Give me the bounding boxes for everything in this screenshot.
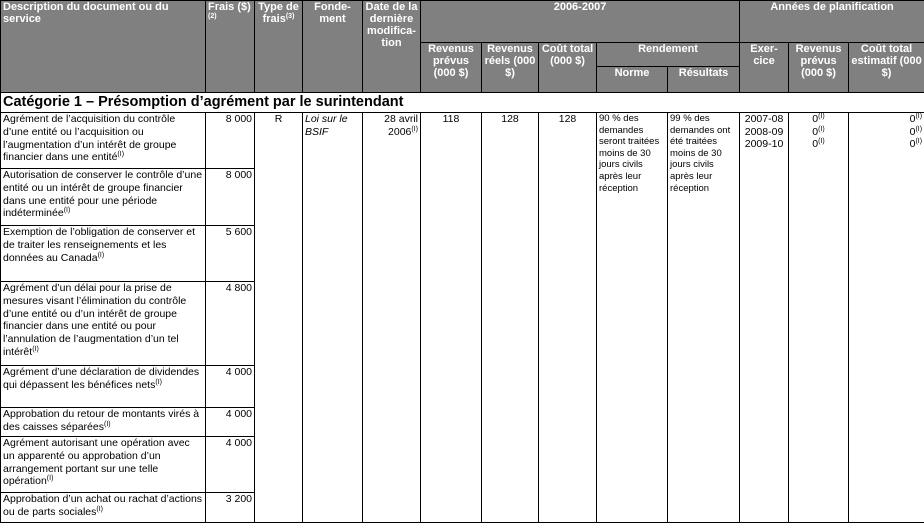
row-2-description: Autorisation de conserver le contrôle d’une entité ou un intérêt de groupe financier dans une entité pour une période indéterminée$^{(I)}$ bbox=[1, 169, 206, 226]
fiscal-year: 2007-08 bbox=[742, 113, 786, 126]
row-6-description: Approbation du retour de montants virés à des caisses séparées$^{(I)}$ bbox=[1, 408, 206, 437]
total-cost-header: Coût total (000 $) bbox=[539, 43, 597, 93]
plan-revenue-header: Revenus prévus (000 $) bbox=[789, 43, 849, 93]
fee-type: R bbox=[255, 113, 303, 523]
planning-years-header: Années de planification bbox=[740, 1, 924, 43]
date-modified-header: Date de la dernière modifica-tion bbox=[363, 1, 421, 93]
row-1-description: Agrément de l’acquisition du contrôle d’une entité ou l’acquisition ou l’augmentation d’un intérêt de groupe financier dans une entité$^{(I)}$ bbox=[1, 113, 206, 169]
estimated-cost-header: Coût total estimatif (000 $) bbox=[849, 43, 924, 93]
authority: Loi sur le BSIF bbox=[303, 113, 363, 523]
total-cost: 128 bbox=[539, 113, 597, 523]
performance-results: 99 % des demandes ont été traitées moins de 30 jours civils après leur réception bbox=[668, 113, 740, 523]
plan-costs: $0^{(I)}$ $0^{(I)}$ $0^{(I)}$ bbox=[849, 113, 924, 523]
row-7-description: Agrément autorisant une opération avec un apparenté ou approbation d’un arrangement portant sur une telle opération$^{(I)}$ bbox=[1, 437, 206, 493]
row-1-fee: 8 000 bbox=[206, 113, 255, 169]
description-header: Description du document ou du service bbox=[1, 1, 206, 93]
standard-header: Norme bbox=[597, 67, 668, 93]
planned-revenue-header: Revenus prévus (000 $) bbox=[421, 43, 482, 93]
date-modified: 28 avril $2006^{(I)}$ bbox=[363, 113, 421, 523]
planned-revenue: 118 bbox=[421, 113, 482, 523]
row-8-description: Approbation d’un achat ou rachat d’actions ou de parts sociales$^{(I)}$ bbox=[1, 493, 206, 523]
row-6-fee: 4 000 bbox=[206, 408, 255, 437]
period-header: 2006-2007 bbox=[421, 1, 740, 43]
category-title: Catégorie 1 – Présomption d’agrément par le surintendant bbox=[1, 93, 924, 113]
row-7-fee: 4 000 bbox=[206, 437, 255, 493]
fee-header: Frais ($)$^{(2)}$ bbox=[206, 1, 255, 93]
row-5-fee: 4 000 bbox=[206, 366, 255, 408]
plan-revenue-value: 0 bbox=[812, 138, 818, 150]
plan-cost-value: 0 bbox=[910, 138, 916, 150]
fiscal-years bbox=[740, 113, 789, 523]
plan-revenues: $0^{(I)}$ $0^{(I)}$ $0^{(I)}$ bbox=[789, 113, 849, 523]
row-2-fee: 8 000 bbox=[206, 169, 255, 226]
fiscal-year: 2008-09 bbox=[742, 126, 786, 139]
fee-type-header: Type de frais$^{(3)}$ bbox=[255, 1, 303, 93]
row-4-description: Agrément d’un délai pour la prise de mesures visant l’élimination du contrôle d’une entité ou d’un intérêt de groupe financier dans une entité ou pour l’annulation de l’augmentation d’un tel intérêt$^{(I)}$ bbox=[1, 282, 206, 366]
fiscal-year-header: Exer-cice bbox=[740, 43, 789, 93]
performance-standard: 90 % des demandes seront traitées moins de 30 jours civils après leur réception bbox=[597, 113, 668, 523]
plan-cost-value: 0 bbox=[910, 126, 916, 138]
plan-revenue-value: 0 bbox=[812, 113, 818, 125]
row-3-description: Exemption de l’obligation de conserver et de traiter les renseignements et les données au Canada$^{(I)}$ bbox=[1, 226, 206, 282]
plan-revenue-value: 0 bbox=[812, 126, 818, 138]
fiscal-year: 2009-10 bbox=[742, 138, 786, 151]
row-8-fee: 3 200 bbox=[206, 493, 255, 523]
plan-cost-value: 0 bbox=[910, 113, 916, 125]
authority-header: Fonde-ment bbox=[303, 1, 363, 93]
actual-revenue-header: Revenus réels (000 $) bbox=[482, 43, 539, 93]
row-3-fee: 5 600 bbox=[206, 226, 255, 282]
results-header: Résultats bbox=[668, 67, 740, 93]
actual-revenue: 128 bbox=[482, 113, 539, 523]
row-5-description: Agrément d’une déclaration de dividendes qui dépassent les bénéfices nets$^{(I)}$ bbox=[1, 366, 206, 408]
row-4-fee: 4 800 bbox=[206, 282, 255, 366]
performance-header: Rendement bbox=[597, 43, 740, 67]
